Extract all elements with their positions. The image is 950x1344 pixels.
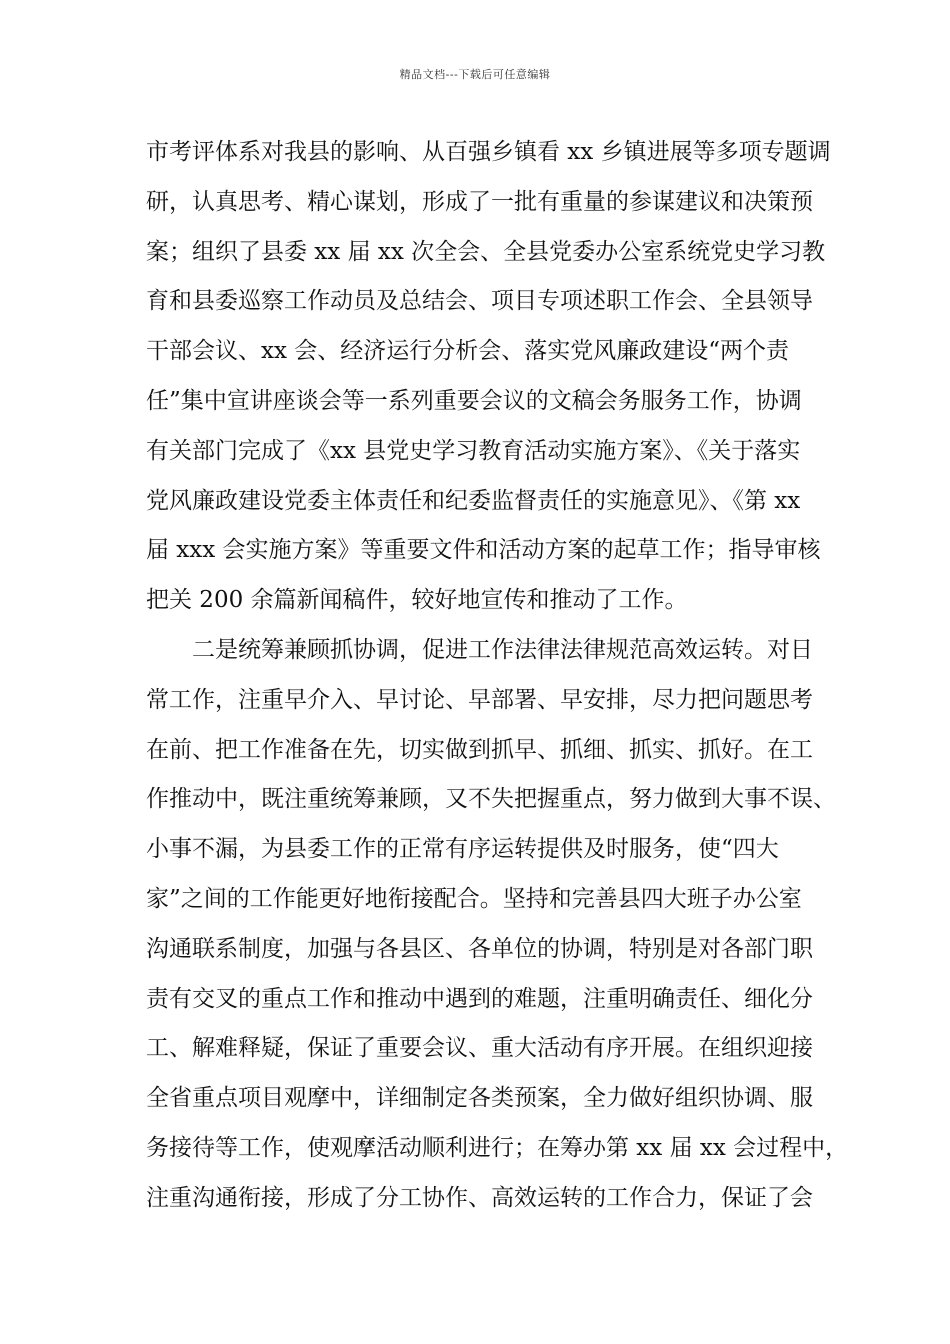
document-body <box>146 128 849 1224</box>
text-line: 全省重点项目观摩中，详细制定各类预案，全力做好组织协调、服 <box>146 1085 813 1112</box>
text-line: 党风廉政建设党委主体责任和纪委监督责任的实施意见》、《第 xx <box>146 487 801 514</box>
text-line: 家”之间的工作能更好地衔接配合。坚持和完善县四大班子办公室 <box>146 885 802 912</box>
text-line: 有关部门完成了《xx 县党史学习教育活动实施方案》、《关于落实 <box>146 437 801 464</box>
text-line: 干部会议、xx 会、经济运行分析会、落实党风廉政建设“两个责 <box>146 338 790 365</box>
text-line: 务接待等工作，使观摩活动顺利进行；在筹办第 xx 届 xx 会过程中， <box>146 1134 849 1161</box>
text-line: 工、解难释疑，保证了重要会议、重大活动有序开展。在组织迎接 <box>146 1035 813 1062</box>
text-line: 在前、把工作准备在先，切实做到抓早、抓细、抓实、抓好。在工 <box>146 736 813 763</box>
text-line: 届 xxx 会实施方案》等重要文件和活动方案的起草工作；指导审核 <box>146 537 821 564</box>
paragraph-start-line: 二是统筹兼顾抓协调，促进工作法律法律规范高效运转。对日 <box>192 636 813 663</box>
text-line: 作推动中，既注重统筹兼顾，又不失把握重点，努力做到大事不误、 <box>146 786 836 813</box>
text-line: 研，认真思考、精心谋划，形成了一批有重量的参谋建议和决策预 <box>146 188 813 215</box>
text-line: 沟通联系制度，加强与各县区、各单位的协调，特别是对各部门职 <box>146 935 813 962</box>
text-line: 任”集中宣讲座谈会等一系列重要会议的文稿会务服务工作，协调 <box>146 387 802 414</box>
page-header: 精品文档---下载后可任意编辑 <box>399 68 551 81</box>
text-line: 把关 200 余篇新闻稿件，较好地宣传和推动了工作。 <box>146 587 688 614</box>
text-line: 常工作，注重早介入、早讨论、早部署、早安排，尽力把问题思考 <box>146 686 813 713</box>
text-line: 市考评体系对我县的影响、从百强乡镇看 xx 乡镇进展等多项专题调 <box>146 139 831 165</box>
text-line: 小事不漏，为县委工作的正常有序运转提供及时服务，使“四大 <box>146 836 779 863</box>
text-line: 案；组织了县委 xx 届 xx 次全会、全县党委办公室系统党史学习教 <box>146 238 826 265</box>
text-line: 育和县委巡察工作动员及总结会、项目专项述职工作会、全县领导 <box>146 288 813 315</box>
text-line: 责有交叉的重点工作和推动中遇到的难题，注重明确责任、细化分 <box>146 985 813 1012</box>
text-line: 注重沟通衔接，形成了分工协作、高效运转的工作合力，保证了会 <box>146 1184 813 1211</box>
